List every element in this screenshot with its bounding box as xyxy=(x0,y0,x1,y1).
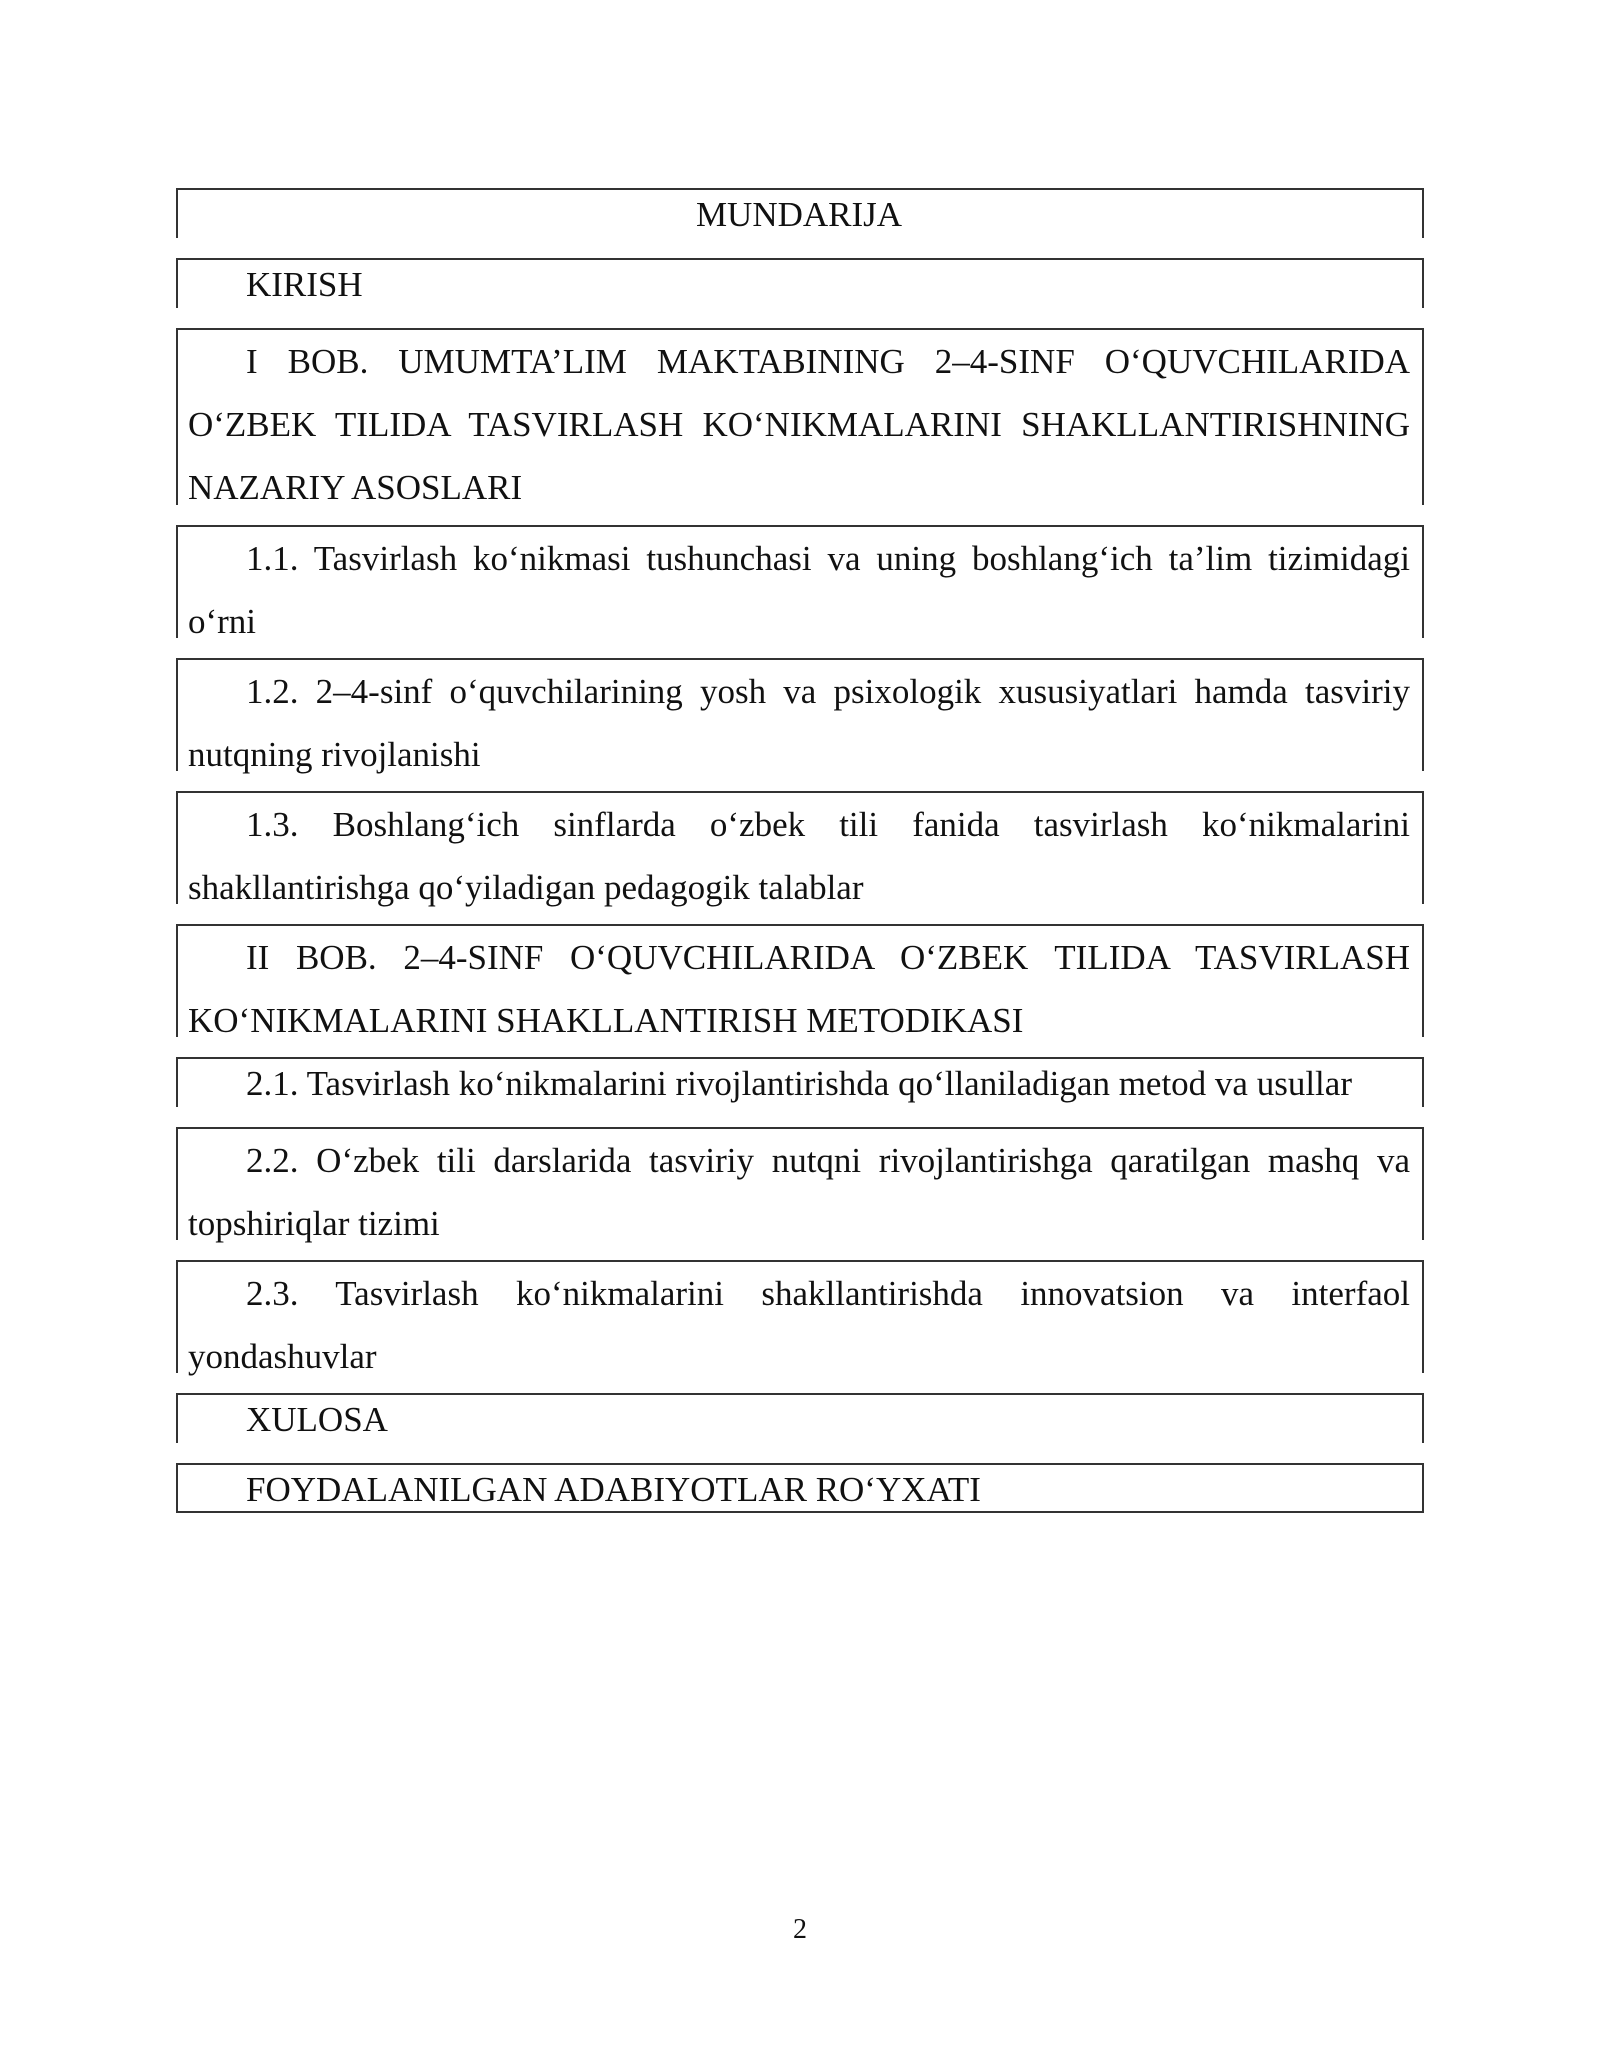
toc-entry-chapter-2: II BOB. 2–4-SINF O‘QUVCHILARIDA O‘ZBEK TILIDA TASVIRLASH KO‘NIKMALARINI SHAKLLANTIRISH METODIKASI xyxy=(176,924,1424,1037)
toc-entry-section-2-1: 2.1. Tasvirlash ko‘nikmalarini rivojlantirishda qo‘llaniladigan metod va usullar xyxy=(176,1057,1424,1107)
toc-entry-section-2-2: 2.2. O‘zbek tili darslarida tasviriy nutqni rivojlantirishga qaratilgan mashq va topshiriqlar tizimi xyxy=(176,1127,1424,1240)
toc-title: MUNDARIJA xyxy=(176,188,1424,238)
toc-entry-section-1-1: 1.1. Tasvirlash ko‘nikmasi tushunchasi va uning boshlang‘ich ta’lim tizimidagi o‘rni xyxy=(176,525,1424,638)
toc-entry-section-2-3: 2.3. Tasvirlash ko‘nikmalarini shakllantirishda innovatsion va interfaol yondashuvlar xyxy=(176,1260,1424,1373)
toc-entry-references: FOYDALANILGAN ADABIYOTLAR RO‘YXATI xyxy=(176,1463,1424,1513)
toc-entry-chapter-1: I BOB. UMUMTA’LIM MAKTABINING 2–4-SINF O‘QUVCHILARIDA O‘ZBEK TILIDA TASVIRLASH KO‘NIKMALARINI SHAKLLANTIRISHNING NAZARIY ASOSLARI xyxy=(176,328,1424,505)
toc-entry-conclusion: XULOSA xyxy=(176,1393,1424,1443)
table-of-contents xyxy=(176,188,1424,1533)
page-number: 2 xyxy=(793,1914,807,1945)
toc-entry-introduction: KIRISH xyxy=(176,258,1424,308)
toc-entry-section-1-2: 1.2. 2–4-sinf o‘quvchilarining yosh va psixologik xususiyatlari hamda tasviriy nutqning rivojlanishi xyxy=(176,658,1424,771)
toc-entry-section-1-3: 1.3. Boshlang‘ich sinflarda o‘zbek tili fanida tasvirlash ko‘nikmalarini shakllantirishga qo‘yiladigan pedagogik talablar xyxy=(176,791,1424,904)
